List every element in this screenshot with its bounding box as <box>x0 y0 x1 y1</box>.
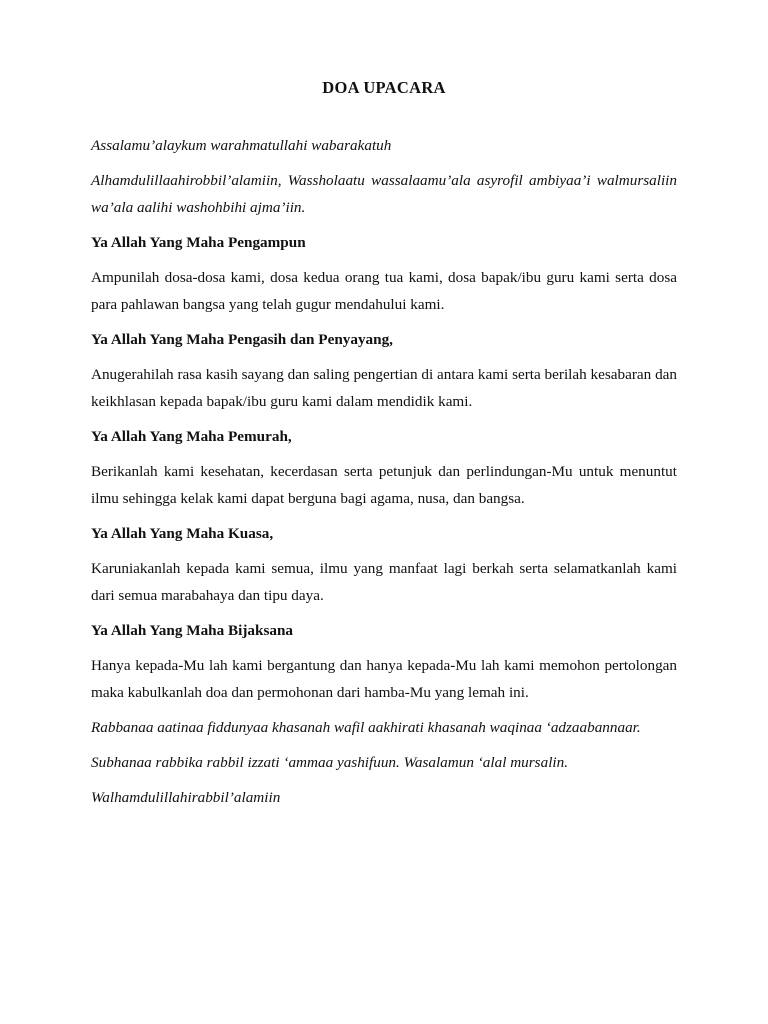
heading-pengasih: Ya Allah Yang Maha Pengasih dan Penyayang, <box>91 331 393 348</box>
opening-praise: Alhamdulillaahirobbil’alamiin, Wassholaatu wassalaamu’ala asyrofil ambiyaa’i walmursaliin wa’ala aalihi washohbihi ajma’iin. <box>91 172 677 216</box>
closing-subhanaa: Subhanaa rabbika rabbil izzati ‘ammaa yashifuun. Wasalamun ‘alal mursalin. <box>91 754 569 771</box>
prayer-pemurah: Berikanlah kami kesehatan, kecerdasan serta petunjuk dan perlindungan-Mu untuk menuntut ilmu sehingga kelak kami dapat berguna bagi agama, nusa, dan bangsa. <box>91 463 677 507</box>
prayer-bijaksana: Hanya kepada-Mu lah kami bergantung dan hanya kepada-Mu lah kami memohon pertolongan maka kabulkanlah doa dan permohonan dari hamba-Mu yang lemah ini. <box>91 657 677 701</box>
opening-greeting: Assalamu’alaykum warahmatullahi wabarakatuh <box>91 137 392 154</box>
closing-rabbanaa: Rabbanaa aatinaa fiddunyaa khasanah wafil aakhirati khasanah waqinaa ‘adzaabannaar. <box>91 719 641 736</box>
document-body <box>91 132 677 819</box>
prayer-pengasih: Anugerahilah rasa kasih sayang dan saling pengertian di antara kami serta berilah kesabaran dan keikhlasan kepada bapak/ibu guru kami dalam mendidik kami. <box>91 366 677 410</box>
document-title: DOA UPACARA <box>322 78 446 97</box>
heading-kuasa: Ya Allah Yang Maha Kuasa, <box>91 525 274 542</box>
prayer-kuasa: Karuniakanlah kepada kami semua, ilmu yang manfaat lagi berkah serta selamatkanlah kami dari semua marabahaya dan tipu daya. <box>91 560 677 604</box>
closing-walhamdulillah: Walhamdulillahirabbil’alamiin <box>91 789 281 806</box>
prayer-pengampun: Ampunilah dosa-dosa kami, dosa kedua orang tua kami, dosa bapak/ibu guru kami serta dosa para pahlawan bangsa yang telah gugur mendahului kami. <box>91 269 677 313</box>
heading-pengampun: Ya Allah Yang Maha Pengampun <box>91 234 306 251</box>
heading-bijaksana: Ya Allah Yang Maha Bijaksana <box>91 622 293 639</box>
heading-pemurah: Ya Allah Yang Maha Pemurah, <box>91 428 292 445</box>
